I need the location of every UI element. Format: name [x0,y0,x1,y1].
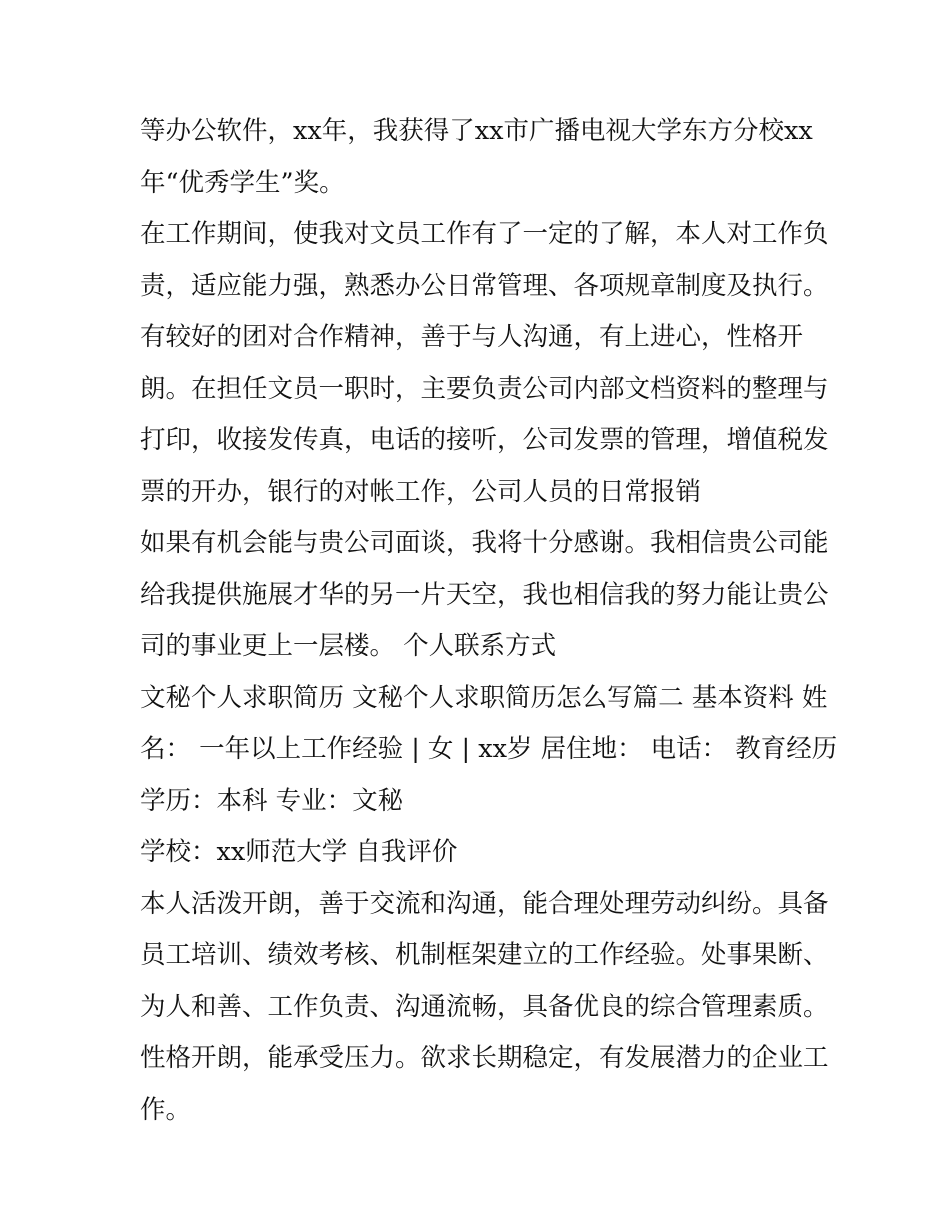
text-line: 为人和善、工作负责、沟通流畅，具备优良的综合管理素质。 [140,991,829,1022]
text-line: 学历：本科 专业：文秘 [140,785,404,816]
text-line: 打印，收接发传真，电话的接听，公司发票的管理，增值税发 [140,425,829,455]
text-line: 文秘个人求职简历 文秘个人求职简历怎么写篇二 基本资料 姓 [140,682,828,713]
text-line: 员工培训、绩效考核、机制框架建立的工作经验。处事果断、 [140,940,829,970]
text-line: 朗。在担任文员一职时，主要负责公司内部文档资料的整理与 [140,373,829,404]
text-line: 如果有机会能与贵公司面谈，我将十分感谢。我相信贵公司能 [140,528,829,558]
text-line: 年“优秀学生”奖。 [140,167,345,198]
text-line: 本人活泼开朗，善于交流和沟通，能合理处理劳动纠纷。具备 [140,888,829,919]
text-line: 责，适应能力强，熟悉办公日常管理、各项规章制度及执行。 [140,270,829,301]
text-line: 在工作期间，使我对文员工作有了一定的了解，本人对工作负 [140,219,829,249]
text-line: 作。 [140,1094,192,1125]
text-line: 性格开朗，能承受压力。欲求长期稳定，有发展潜力的企业工 [140,1043,829,1073]
document-body [140,106,838,1136]
text-line: 等办公软件，xx年，我获得了xx市广播电视大学东方分校xx [140,116,813,146]
text-line: 给我提供施展才华的另一片天空，我也相信我的努力能让贵公 [140,579,829,610]
text-line: 名： 一年以上工作经验 | 女 | xx岁 居住地： 电话： 教育经历 [140,734,838,764]
text-line: 学校：xx师范大学 自我评价 [140,837,458,867]
text-line: 有较好的团对合作精神，善于与人沟通，有上进心，性格开 [140,322,804,352]
text-line: 票的开办，银行的对帐工作，公司人员的日常报销 [140,476,702,507]
text-line: 司的事业更上一层楼。 个人联系方式 [140,631,557,661]
